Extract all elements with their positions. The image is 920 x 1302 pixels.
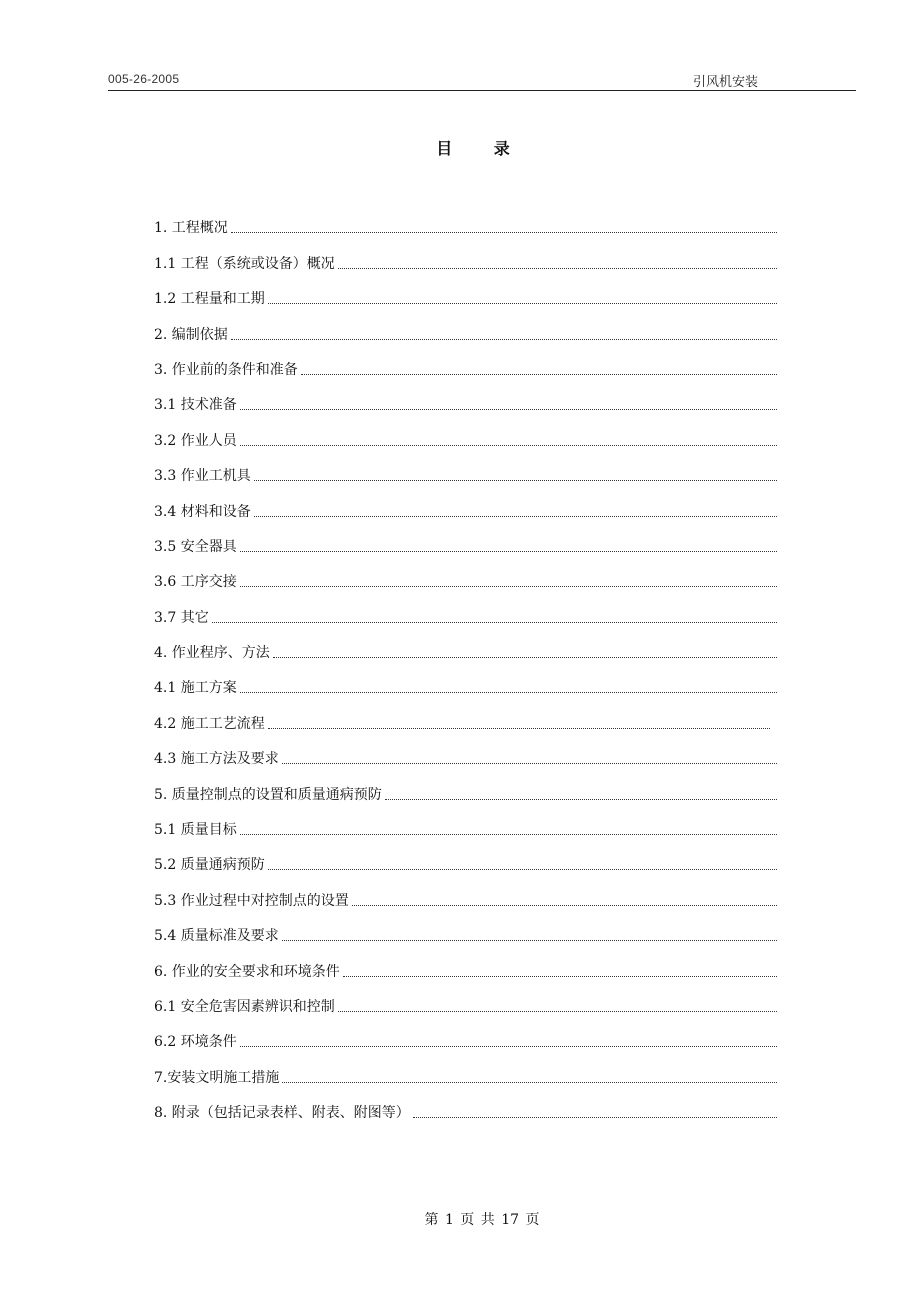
toc-entry-label: 4.2 施工工艺流程: [154, 715, 265, 732]
toc-entry-label: 2. 编制依据: [154, 326, 228, 343]
toc-entry-label: 5.3 作业过程中对控制点的设置: [154, 892, 349, 909]
toc-entry-label: 3.1 技术准备: [154, 397, 237, 414]
dot-leader: [268, 727, 770, 729]
table-of-contents: [154, 203, 777, 1123]
dot-leader: [231, 338, 777, 340]
dot-leader: [240, 408, 777, 410]
toc-entry-4-1[interactable]: [154, 663, 777, 698]
toc-entry-label: 3.5 安全器具: [154, 538, 237, 555]
toc-entry-5-2[interactable]: [154, 840, 777, 875]
toc-entry-6[interactable]: [154, 946, 777, 981]
dot-leader: [231, 231, 777, 233]
toc-entry-3-1[interactable]: [154, 380, 777, 415]
toc-entry-1-1[interactable]: [154, 238, 777, 273]
toc-entry-5-3[interactable]: [154, 875, 777, 910]
dot-leader: [212, 621, 777, 623]
toc-entry-label: 6. 作业的安全要求和环境条件: [154, 963, 340, 980]
dot-leader: [352, 904, 777, 906]
toc-entry-label: 5.4 质量标准及要求: [154, 928, 279, 945]
toc-entry-label: 5.2 质量通病预防: [154, 857, 265, 874]
toc-entry-label: 3.7 其它: [154, 609, 209, 626]
toc-entry-4-2[interactable]: [154, 698, 777, 733]
toc-entry-3-6[interactable]: [154, 557, 777, 592]
toc-entry-3-5[interactable]: [154, 522, 777, 557]
toc-entry-2[interactable]: [154, 309, 777, 344]
toc-entry-label: 3. 作业前的条件和准备: [154, 361, 298, 378]
dot-leader: [301, 373, 777, 375]
toc-entry-label: 4.3 施工方法及要求: [154, 751, 279, 768]
dot-leader: [385, 798, 777, 800]
toc-entry-label: 4. 作业程序、方法: [154, 645, 270, 662]
dot-leader: [282, 1081, 777, 1083]
toc-entry-3-4[interactable]: [154, 486, 777, 521]
toc-entry-1-2[interactable]: [154, 274, 777, 309]
toc-entry-3-2[interactable]: [154, 415, 777, 450]
toc-entry-label: 1. 工程概况: [154, 220, 228, 237]
page-header: [108, 70, 856, 91]
dot-leader: [273, 656, 777, 658]
dot-leader: [413, 1116, 777, 1118]
toc-entry-label: 6.2 环境条件: [154, 1034, 237, 1051]
document-title: 引风机安装: [692, 75, 758, 90]
toc-entry-label: 1.2 工程量和工期: [154, 291, 265, 308]
document-code: 005-26-2005: [108, 72, 180, 86]
toc-entry-3-3[interactable]: [154, 451, 777, 486]
toc-entry-3-7[interactable]: [154, 592, 777, 627]
toc-entry-5-4[interactable]: [154, 911, 777, 946]
dot-leader: [343, 975, 777, 977]
toc-entry-4[interactable]: [154, 628, 777, 663]
toc-entry-label: 3.2 作业人员: [154, 432, 237, 449]
dot-leader: [240, 1045, 777, 1047]
toc-entry-5[interactable]: [154, 769, 777, 804]
toc-entry-8[interactable]: [154, 1088, 777, 1123]
dot-leader: [240, 691, 777, 693]
dot-leader: [240, 550, 777, 552]
toc-heading: 目 录: [436, 139, 528, 158]
toc-entry-label: 3.6 工序交接: [154, 574, 237, 591]
toc-entry-label: 4.1 施工方案: [154, 680, 237, 697]
dot-leader: [254, 515, 777, 517]
dot-leader: [240, 833, 777, 835]
toc-entry-6-1[interactable]: [154, 982, 777, 1017]
page-number-footer: 第 1 页 共 17 页: [424, 1212, 540, 1228]
toc-entry-label: 5.1 质量目标: [154, 822, 237, 839]
dot-leader: [282, 762, 777, 764]
toc-entry-label: 1.1 工程（系统或设备）概况: [154, 255, 335, 272]
toc-entry-label: 3.3 作业工机具: [154, 468, 251, 485]
toc-entry-7[interactable]: [154, 1052, 777, 1087]
toc-entry-label: 3.4 材料和设备: [154, 503, 251, 520]
toc-entry-3[interactable]: [154, 345, 777, 380]
dot-leader: [240, 444, 777, 446]
toc-entry-1[interactable]: [154, 203, 777, 238]
dot-leader: [268, 868, 777, 870]
toc-entry-5-1[interactable]: [154, 805, 777, 840]
toc-entry-label: 7.安装文明施工措施: [154, 1069, 280, 1086]
toc-entry-label: 8. 附录（包括记录表样、附表、附图等）: [154, 1105, 410, 1122]
dot-leader: [240, 585, 777, 587]
toc-entry-4-3[interactable]: [154, 734, 777, 769]
dot-leader: [338, 267, 777, 269]
dot-leader: [282, 939, 777, 941]
dot-leader: [338, 1010, 777, 1012]
toc-entry-label: 5. 质量控制点的设置和质量通病预防: [154, 786, 382, 803]
dot-leader: [268, 302, 777, 304]
dot-leader: [254, 479, 777, 481]
toc-entry-label: 6.1 安全危害因素辨识和控制: [154, 998, 335, 1015]
toc-entry-6-2[interactable]: [154, 1017, 777, 1052]
